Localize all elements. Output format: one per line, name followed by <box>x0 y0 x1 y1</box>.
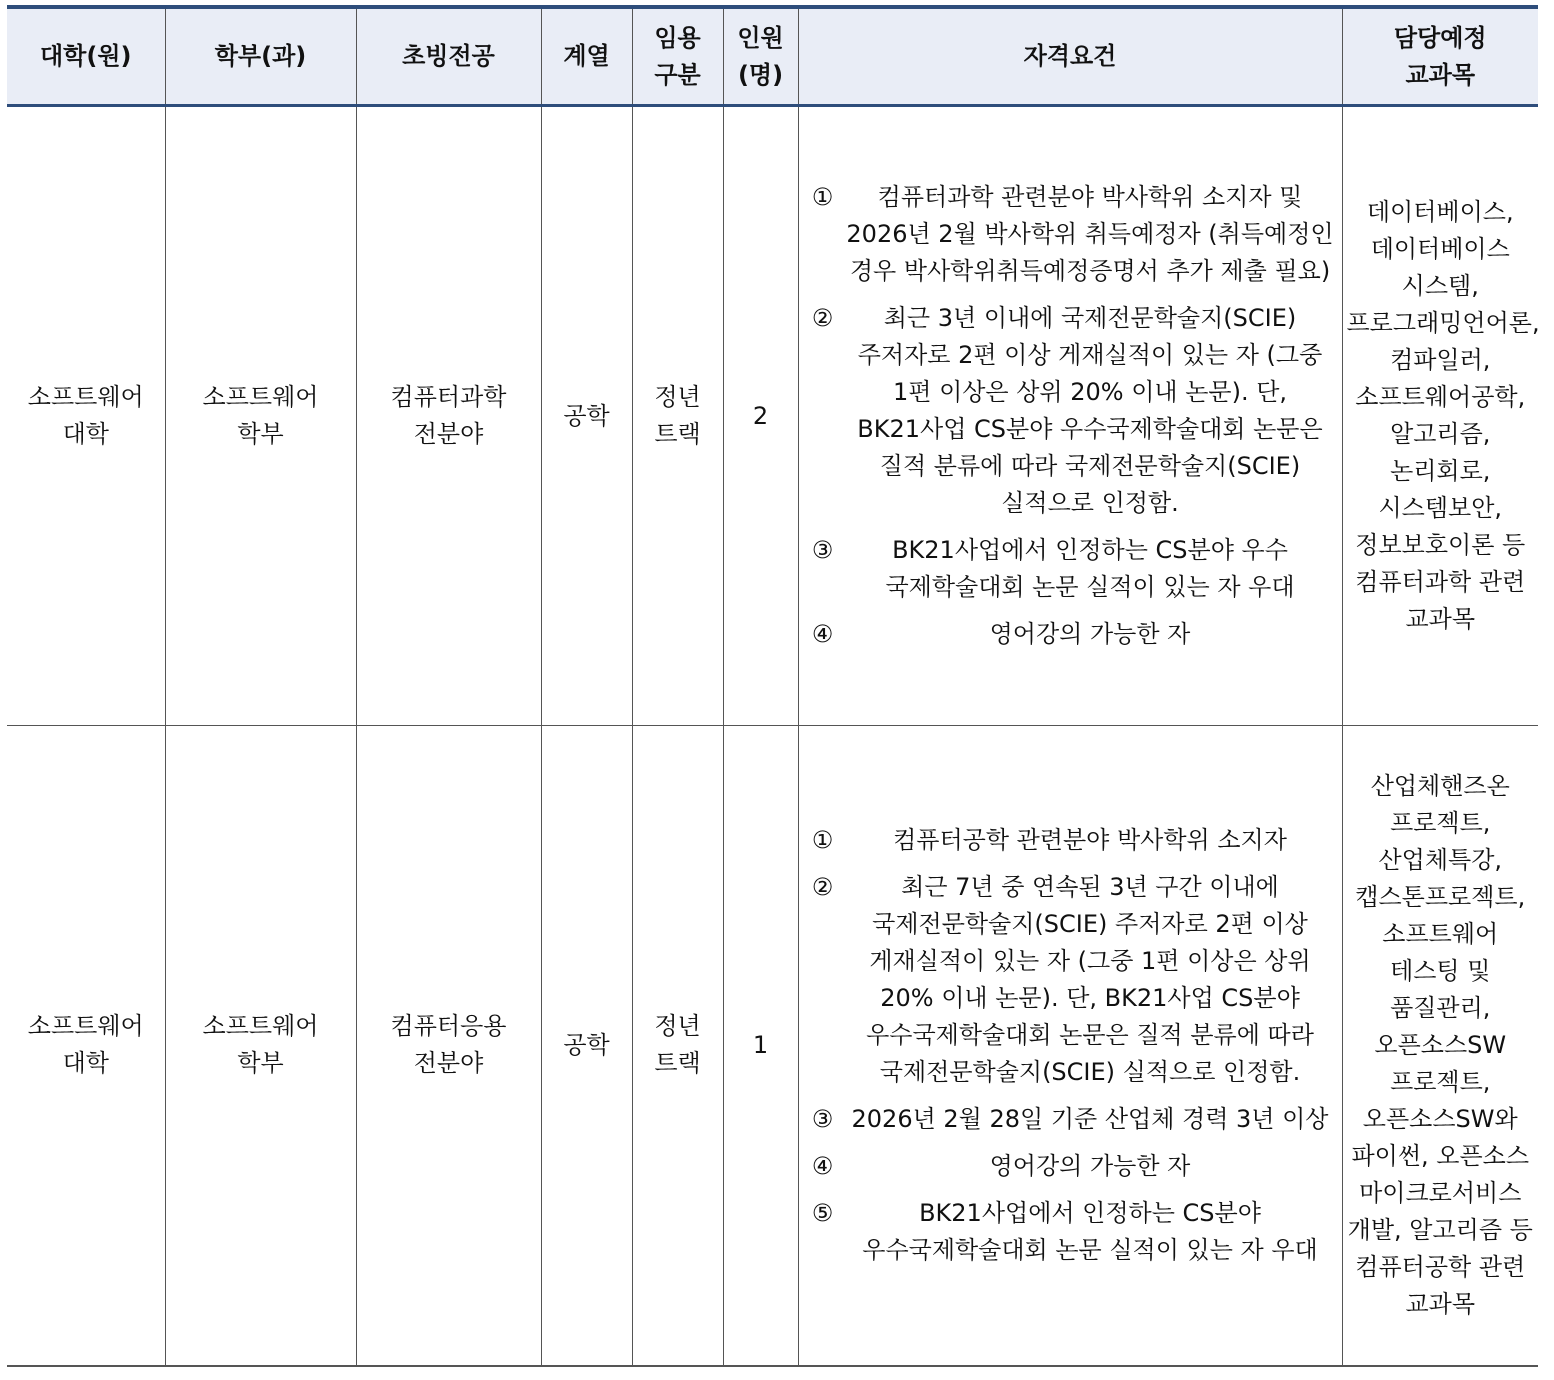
college-cell <box>7 726 165 1366</box>
requirement-item <box>803 822 1338 859</box>
header-count-line1: 인원 <box>737 23 784 52</box>
header-field: 계열 <box>541 7 632 106</box>
requirement-number: ① <box>811 825 834 854</box>
department-line2: 학부 <box>237 1049 284 1078</box>
department-cell <box>165 106 356 726</box>
college-cell <box>7 106 165 726</box>
field-cell: 공학 <box>541 106 632 726</box>
requirement-text: 2026년 2월 28일 기준 산업체 경력 3년 이상 <box>851 1104 1329 1133</box>
requirement-number: ② <box>811 304 834 332</box>
college-line2: 대학 <box>62 1049 109 1078</box>
recruitment-table <box>7 5 1538 1367</box>
major-line2: 전분야 <box>413 420 484 448</box>
requirement-item <box>803 616 1338 653</box>
headcount-cell: 2 <box>723 106 798 726</box>
requirement-number: ① <box>811 183 834 211</box>
major-cell <box>356 106 541 726</box>
requirement-number: ③ <box>811 536 834 564</box>
requirement-text: 최근 3년 이내에 국제전문학술지(SCIE) 주저자로 2편 이상 게재실적이 있는 자 (그중 1편 이상은 상위 20% 이내 논문). 단, BK21사업 CS분야 우수국제학술대회 논문은 질적 분류에 따라 국제전문학술지(SCIE) 실적으로 인정함. <box>857 304 1323 517</box>
major-cell <box>356 726 541 1366</box>
appointment-type-cell <box>632 726 723 1366</box>
requirement-number: ⑤ <box>811 1198 834 1227</box>
table-row <box>7 726 1538 1366</box>
header-headcount <box>723 7 798 106</box>
major-line2: 전분야 <box>413 1049 484 1078</box>
requirement-item <box>803 300 1338 522</box>
table-row <box>7 106 1538 726</box>
department-line1: 소프트웨어 <box>202 1012 319 1041</box>
requirements-list <box>803 822 1338 1269</box>
requirement-item <box>803 532 1338 606</box>
type-line2: 트랙 <box>654 420 701 448</box>
department-cell <box>165 726 356 1366</box>
recruitment-table-container <box>7 5 1538 1367</box>
requirement-number: ④ <box>811 620 834 648</box>
courses-cell: 산업체핸즈온 프로젝트, 산업체특강, 캡스톤프로젝트, 소프트웨어 테스팅 및 품질관리, 오픈소스SW 프로젝트, 오픈소스SW와 파이썬, 오픈소스 마이크로서비스 개발, 알고리즘 등 컴퓨터공학 관련 교과목 <box>1342 726 1538 1366</box>
requirement-number: ④ <box>811 1151 834 1180</box>
college-line1: 소프트웨어 <box>27 383 144 411</box>
requirement-text: 최근 7년 중 연속된 3년 구간 이내에 국제전문학술지(SCIE) 주저자로 2편 이상 게재실적이 있는 자 (그중 1편 이상은 상위 20% 이내 논문). 단, BK21사업 CS분야 우수국제학술대회 논문은 질적 분류에 따라 국제전문학술지(SCIE) 실적으로 인정함. <box>866 872 1314 1086</box>
header-college: 대학(원) <box>7 7 165 106</box>
requirement-text: BK21사업에서 인정하는 CS분야 우수 국제학술대회 논문 실적이 있는 자 우대 <box>885 536 1295 601</box>
header-major: 초빙전공 <box>356 7 541 106</box>
requirements-list <box>803 179 1338 653</box>
type-line1: 정년 <box>654 383 701 411</box>
requirement-text: 영어강의 가능한 자 <box>989 620 1191 648</box>
header-row <box>7 7 1538 106</box>
header-courses <box>1342 7 1538 106</box>
requirements-cell <box>798 726 1342 1366</box>
requirement-number: ③ <box>811 1104 834 1133</box>
major-line1: 컴퓨터과학 <box>390 383 507 411</box>
header-department: 학부(과) <box>165 7 356 106</box>
header-courses-line1: 담당예정 <box>1393 23 1487 52</box>
requirement-item <box>803 179 1338 290</box>
requirement-text: BK21사업에서 인정하는 CS분야 우수국제학술대회 논문 실적이 있는 자 우대 <box>862 1198 1318 1264</box>
header-requirements: 자격요건 <box>798 7 1342 106</box>
header-count-line2: (명) <box>737 60 784 89</box>
requirement-item <box>803 1101 1338 1138</box>
field-cell: 공학 <box>541 726 632 1366</box>
header-courses-line2: 교과목 <box>1405 60 1476 89</box>
department-line2: 학부 <box>237 420 284 448</box>
appointment-type-cell <box>632 106 723 726</box>
requirement-text: 영어강의 가능한 자 <box>989 1151 1191 1180</box>
requirement-text: 컴퓨터공학 관련분야 박사학위 소지자 <box>893 825 1287 854</box>
requirement-number: ② <box>811 872 834 901</box>
college-line2: 대학 <box>62 420 109 448</box>
courses-cell: 데이터베이스, 데이터베이스 시스템, 프로그래밍언어론, 컴파일러, 소프트웨어공학, 알고리즘, 논리회로, 시스템보안, 정보보호이론 등 컴퓨터과학 관련 교과목 <box>1342 106 1538 726</box>
requirement-item <box>803 1148 1338 1185</box>
header-type-line2: 구분 <box>654 60 701 89</box>
requirement-item <box>803 1195 1338 1269</box>
type-line2: 트랙 <box>654 1049 701 1078</box>
requirements-cell <box>798 106 1342 726</box>
requirement-item <box>803 869 1338 1091</box>
header-appointment-type <box>632 7 723 106</box>
headcount-cell: 1 <box>723 726 798 1366</box>
department-line1: 소프트웨어 <box>202 383 319 411</box>
college-line1: 소프트웨어 <box>27 1012 144 1041</box>
type-line1: 정년 <box>654 1012 701 1041</box>
major-line1: 컴퓨터응용 <box>390 1012 507 1041</box>
header-type-line1: 임용 <box>654 23 701 52</box>
requirement-text: 컴퓨터과학 관련분야 박사학위 소지자 및 2026년 2월 박사학위 취득예정자 (취득예정인 경우 박사학위취득예정증명서 추가 제출 필요) <box>846 183 1334 285</box>
